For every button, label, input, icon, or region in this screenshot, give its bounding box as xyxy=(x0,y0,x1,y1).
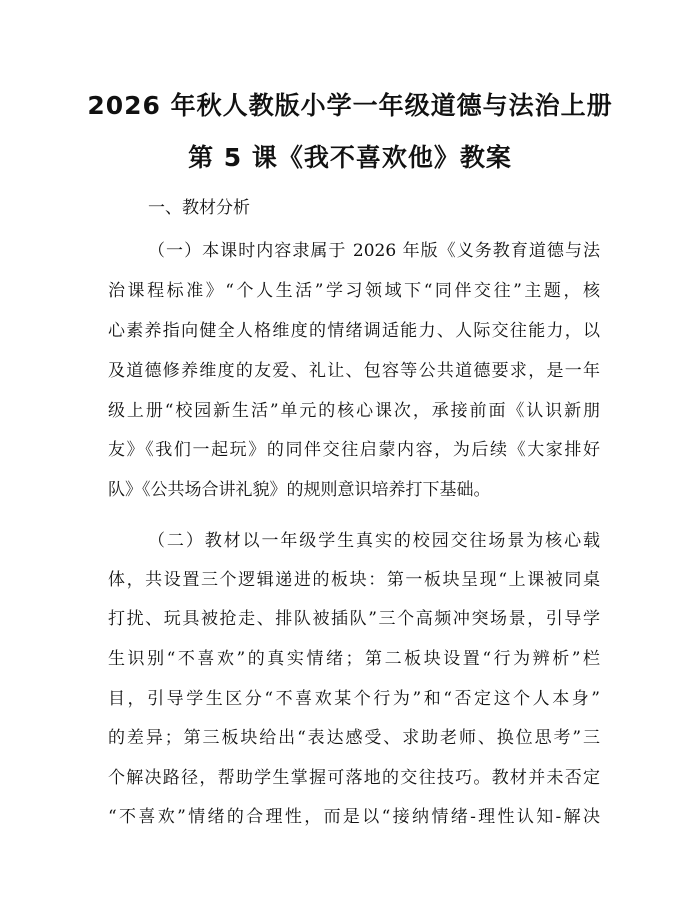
paragraph-1-line: （一）本课时内容隶属于 2026 年版《义务教育道德与法 xyxy=(148,241,600,261)
document-title-line-2: 第 5 课《我不喜欢他》教案 xyxy=(188,143,512,172)
paragraph-2-line: 体，共设置三个逻辑递进的板块：第一板块呈现“上课被同桌 xyxy=(108,570,600,590)
paragraph-1-line: 治课程标准》“个人生活”学习领域下“同伴交往”主题，核 xyxy=(108,281,600,301)
paragraph-2-line: 生识别“不喜欢”的真实情绪；第二板块设置“行为辨析”栏 xyxy=(108,649,600,669)
paragraph-1-line: 友》《我们一起玩》的同伴交往启蒙内容，为后续《大家排好 xyxy=(108,440,600,460)
paragraph-2-line: “不喜欢”情绪的合理性，而是以“接纳情绪-理性认知-解决 xyxy=(108,807,600,827)
paragraph-1-line: 级上册“校园新生活”单元的核心课次，承接前面《认识新朋 xyxy=(108,401,600,421)
paragraph-1-line: 心素养指向健全人格维度的情绪调适能力、人际交往能力，以 xyxy=(108,321,600,341)
paragraph-1-line: 队》《公共场合讲礼貌》的规则意识培养打下基础。 xyxy=(108,480,491,500)
paragraph-2-line: 个解决路径，帮助学生掌握可落地的交往技巧。教材并未否定 xyxy=(108,768,600,788)
document-title-line-1: 2026 年秋人教版小学一年级道德与法治上册 xyxy=(87,91,613,120)
paragraph-2-line: 打扰、玩具被抢走、排队被插队”三个高频冲突场景，引导学 xyxy=(108,609,600,629)
paragraph-1-line: 及道德修养维度的友爱、礼让、包容等公共道德要求，是一年 xyxy=(108,361,600,381)
paragraph-2-line: 的差异；第三板块给出“表达感受、求助老师、换位思考”三 xyxy=(108,728,600,748)
paragraph-2-line: 目，引导学生区分“不喜欢某个行为”和“否定这个人本身” xyxy=(108,689,600,709)
paragraph-2-line: （二）教材以一年级学生真实的校园交往场景为核心载 xyxy=(148,531,600,551)
section-heading: 一、教材分析 xyxy=(148,198,250,218)
